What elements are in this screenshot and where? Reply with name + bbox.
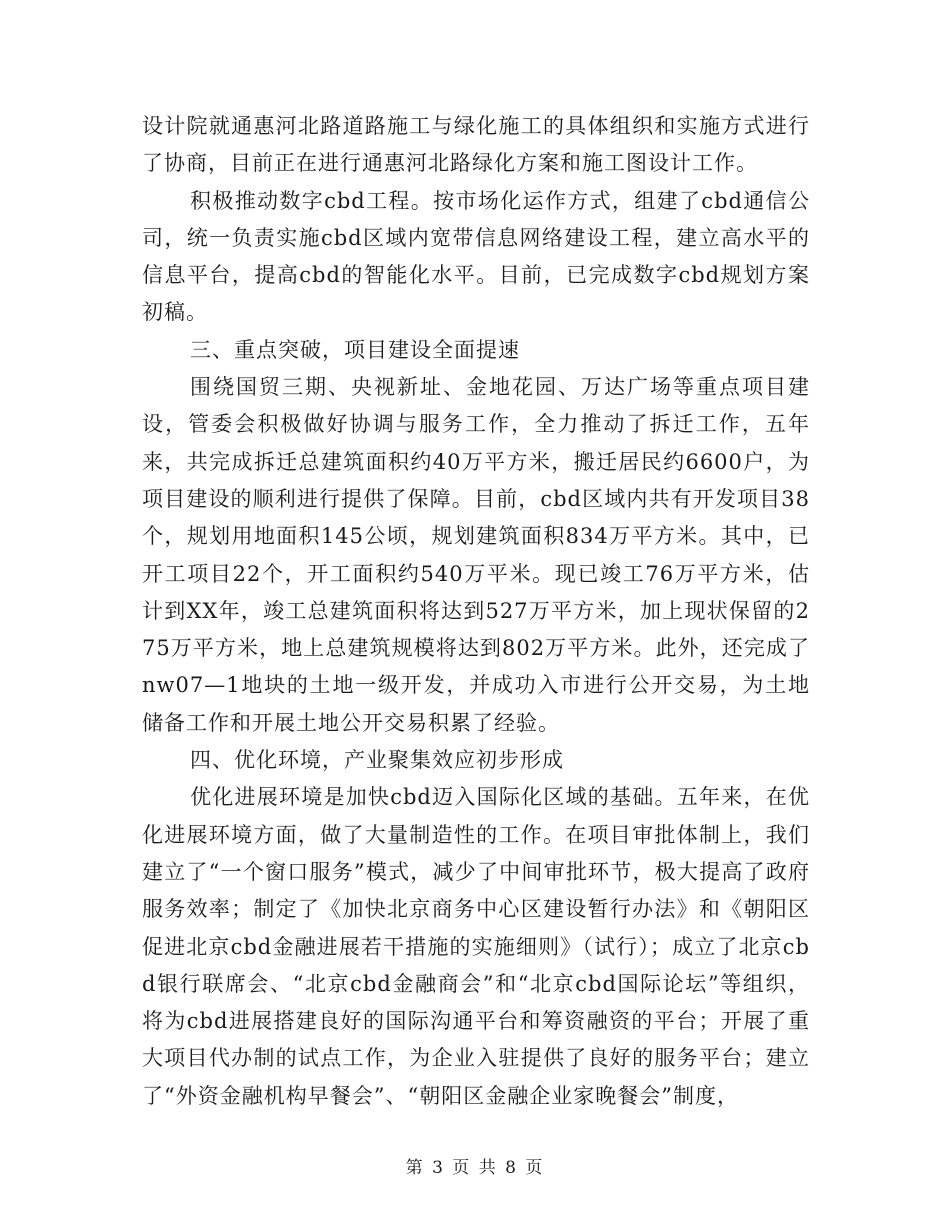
paragraph-project-construction: 围绕国贸三期、央视新址、金地花园、万达广场等重点项目建设，管委会积极做好协调与服务工作，全力推动了拆迁工作，五年来，共完成拆迁总建筑面积约40万平方米，搬迁居民约6600户，为项目建设的顺利进行提供了保障。目前，cbd区域内共有开发项目38个，规划用地面积145公顷，规划建筑面积834万平方米。其中，已开工项目22个，开工面积约540万平米。现已竣工76万平方米，估计到XX年，竣工总建筑面积将达到527万平方米，加上现状保留的275万平方米，地上总建筑规模将达到802万平方米。此外，还完成了nw07—1地块的土地一级开发，并成功入市进行公开交易，为土地储备工作和开展土地公开交易积累了经验。 [142, 375, 810, 735]
paragraph-digital-cbd: 积极推动数字cbd工程。按市场化运作方式，组建了cbd通信公司，统一负责实施cbd区域内宽带信息网络建设工程，建立高水平的信息平台，提高cbd的智能化水平。目前，已完成数字cbd规划方案初稿。 [142, 188, 810, 325]
paragraph-continuation: 设计院就通惠河北路道路施工与绿化施工的具体组织和实施方式进行了协商，目前正在进行通惠河北路绿化方案和施工图设计工作。 [142, 114, 810, 176]
paragraph-environment: 优化进展环境是加快cbd迈入国际化区域的基础。五年来，在优化进展环境方面，做了大量制造性的工作。在项目审批体制上，我们建立了“一个窗口服务”模式，减少了中间审批环节，极大提高了政府服务效率；制定了《加快北京商务中心区建设暂行办法》和《朝阳区促进北京cbd金融进展若干措施的实施细则》（试行）；成立了北京cbd银行联席会、“北京cbd金融商会”和“北京cbd国际论坛”等组织，将为cbd进展搭建良好的国际沟通平台和筹资融资的平台；开展了重大项目代办制的试点工作，为企业入驻提供了良好的服务平台；建立了“外资金融机构早餐会”、“朝阳区金融企业家晚餐会”制度， [142, 785, 810, 1108]
section-heading-3: 三、重点突破，项目建设全面提速 [190, 337, 520, 362]
section-heading-4: 四、优化环境，产业聚集效应初步形成 [190, 748, 564, 773]
page-number-footer: 第 3 页 共 8 页 [405, 1158, 545, 1178]
document-body [142, 108, 810, 1115]
